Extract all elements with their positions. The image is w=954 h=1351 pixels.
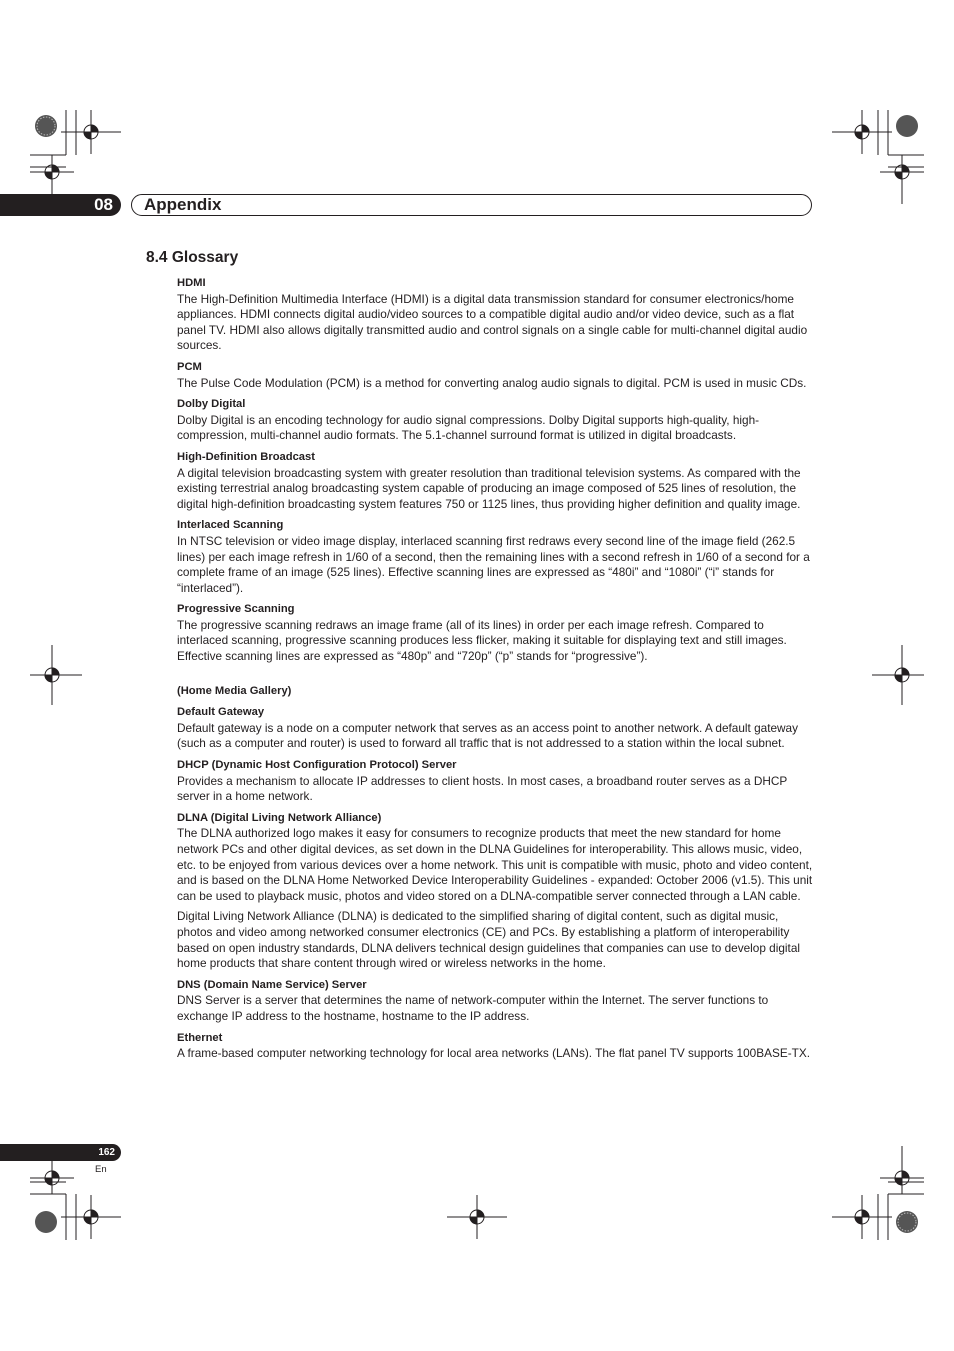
subsection-heading: (Home Media Gallery) xyxy=(177,684,292,697)
glossary-definition: Provides a mechanism to allocate IP addresses to client hosts. In most cases, a broadband router serves as a DHCP server in a home network. xyxy=(177,773,788,804)
glossary-entry xyxy=(177,978,813,1025)
glossary-term: Default Gateway xyxy=(177,706,265,719)
section-title: 8.4 Glossary xyxy=(146,249,239,266)
glossary-list-general xyxy=(177,276,813,665)
glossary-definition: Dolby Digital is an encoding technology for audio signal compressions. Dolby Digital supports high-quality, high-compression, multi-channel audio formats. The 5.1-channel surround format is utilized in digital broadcasts. xyxy=(177,412,760,443)
glossary-entry xyxy=(177,450,813,512)
glossary-definition: The Pulse Code Modulation (PCM) is a method for converting analog audio signals to digital. PCM is used in music CDs. xyxy=(177,375,807,390)
glossary-entry xyxy=(177,397,813,444)
chapter-header-bar xyxy=(131,194,812,216)
glossary-list-network xyxy=(177,705,813,1061)
glossary-definition: A digital television broadcasting system with greater resolution than traditional television systems. As compared with the existing terrestrial analog broadcasting system capable of producing an image composed of 525 lines of resolution, the digital high-definition broadcasting system features 750 or 1125 lines, thus providing higher definition and quality image. xyxy=(177,465,801,511)
glossary-term: Dolby Digital xyxy=(177,398,246,411)
glossary-term: DNS (Domain Name Service) Server xyxy=(177,978,367,991)
glossary-term: Interlaced Scanning xyxy=(177,519,284,532)
page-language: En xyxy=(95,1164,107,1175)
glossary-entry xyxy=(177,758,813,805)
glossary-term: DHCP (Dynamic Host Configuration Protocol) Server xyxy=(177,759,457,772)
glossary-entry xyxy=(177,360,813,391)
page-number: 162 xyxy=(98,1147,115,1158)
glossary-term: DLNA (Digital Living Network Alliance) xyxy=(177,811,382,824)
glossary-entry xyxy=(177,518,813,596)
glossary-entry xyxy=(177,1031,813,1062)
chapter-number: 08 xyxy=(94,195,113,214)
glossary-definition: Default gateway is a node on a computer network that serves as an access point to another network. A default gateway (such as a computer and router) is used to forward all traffic that is not addressed to a station within the local subnet. xyxy=(177,720,799,751)
glossary-term: HDMI xyxy=(177,277,206,289)
glossary-definition: DNS Server is a server that determines the name of network-computer within the Internet. The server functions to exchange IP address to the hostname, hostname to the IP address. xyxy=(177,993,769,1023)
glossary-definition: The DLNA authorized logo makes it easy for consumers to recognize products that meet the new standard for home network PCs and other digital devices, as set down in the DLNA Guidelines for interoperability. This allows music, video, etc. to be enjoyed from various devices over a home network. This unit is compatible with music, photo and video content, and is based on the DLNA Home Networked Device Interoperability Guidelines - expanded: October 2006 (v1.5). This unit can be used to playback music, photos and video stored on a DLNA-compatible server connected through a LAN cable. xyxy=(177,826,813,903)
glossary-term: Ethernet xyxy=(177,1031,223,1044)
glossary-term: High-Definition Broadcast xyxy=(177,450,315,463)
glossary-entry xyxy=(177,602,813,664)
glossary-definition: The progressive scanning redraws an image frame (all of its lines) in order per each image refresh. Compared to interlaced scanning, progressive scanning produces less flicker, making it suitable for displaying text and still images. Effective scanning lines are expressed as “480p” and “720p” (“p” stands for “progressive”). xyxy=(177,617,787,664)
glossary-term: PCM xyxy=(177,360,202,373)
page-number-tab xyxy=(0,1144,121,1161)
glossary-entry xyxy=(177,705,813,752)
glossary-term: Progressive Scanning xyxy=(177,603,295,616)
glossary-content xyxy=(177,276,813,1068)
glossary-entry xyxy=(177,276,813,354)
chapter-number-tab xyxy=(0,194,121,216)
glossary-definition: A frame-based computer networking technology for local area networks (LANs). The flat panel TV supports 100BASE-TX. xyxy=(177,1046,810,1061)
glossary-definition: The High-Definition Multimedia Interface (HDMI) is a digital data transmission standard for consumer electronics/home appliances. HDMI connects digital audio/video sources to a compatible digital audio and/or video device, such as a flat panel TV. HDMI also allows digitally transmitted audio and control signals on a single cable for multi-channel digital audio sources. xyxy=(177,291,808,353)
chapter-title: Appendix xyxy=(144,195,222,214)
glossary-definition: In NTSC television or video image display, interlaced scanning first redraws every second line of the image field (262.5 lines) per each image refresh in 1/60 of a second, then the remaining lines with a second refresh in 1/60 of a second for a complete frame of an image (525 lines). Effective scanning lines are expressed as “480i” and “1080i” (“i” stands for “interlaced”). xyxy=(177,533,810,595)
glossary-entry xyxy=(177,811,813,972)
glossary-definition: Digital Living Network Alliance (DLNA) is dedicated to the simplified sharing of digital content, such as digital music, photos and video among networked consumer electronics (CE) and PCs. By establishing a platform of interoperability based on open industry standards, DLNA delivers technical design guidelines that companies can use to develop digital home products that share content through wired or wireless networks in the home. xyxy=(177,909,801,971)
